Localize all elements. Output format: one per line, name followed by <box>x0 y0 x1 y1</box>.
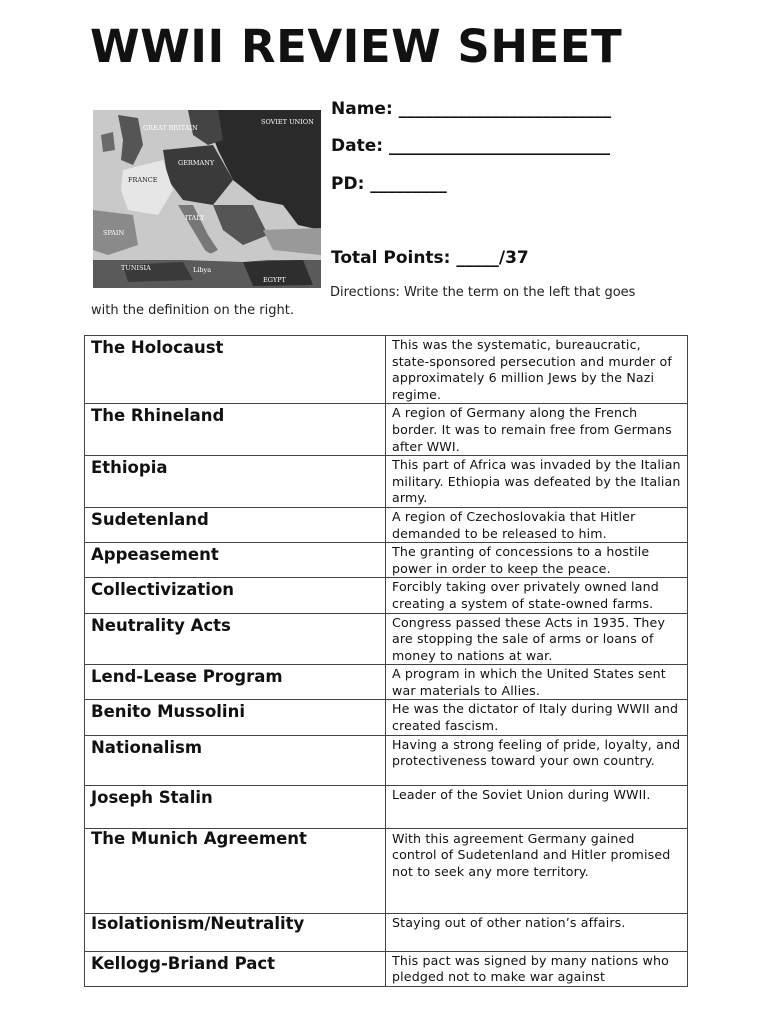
definition-cell: This pact was signed by many nations who pledged not to make war against <box>386 951 688 986</box>
table-row <box>85 913 688 951</box>
table-row <box>85 507 688 542</box>
map-label-france: FRANCE <box>128 176 158 184</box>
review-table <box>84 335 688 987</box>
term-cell: Joseph Stalin <box>85 785 386 828</box>
europe-map-image <box>93 110 321 288</box>
term-cell: Nationalism <box>85 735 386 785</box>
definition-cell: This was the systematic, bureaucratic, state-sponsored persecution and murder of approximately 6 million Jews by the Nazi regime. <box>386 336 688 404</box>
definition-cell: Forcibly taking over privately owned land creating a system of state-owned farms. <box>386 578 688 613</box>
table-row <box>85 543 688 578</box>
map-label-libya: Libya <box>193 266 212 274</box>
definition-cell: With this agreement Germany gained control of Sudetenland and Hitler promised not to seek any more territory. <box>386 828 688 913</box>
table-row <box>85 828 688 913</box>
directions-line-2: with the definition on the right. <box>91 303 294 318</box>
map-label-italy: ITALY <box>185 214 205 222</box>
date-field[interactable]: Date: __________________________ <box>331 136 610 156</box>
table-row <box>85 613 688 665</box>
term-cell: Ethiopia <box>85 456 386 508</box>
definition-cell: Leader of the Soviet Union during WWII. <box>386 785 688 828</box>
map-label-germany: GERMANY <box>178 159 215 167</box>
table-row <box>85 951 688 986</box>
term-cell: Sudetenland <box>85 507 386 542</box>
table-row <box>85 336 688 404</box>
term-cell: Isolationism/Neutrality <box>85 913 386 951</box>
total-points-field[interactable]: Total Points: _____/37 <box>331 248 529 268</box>
map-label-spain: SPAIN <box>103 229 125 237</box>
page-title: WWII REVIEW SHEET <box>90 20 623 73</box>
definition-cell: Staying out of other nation’s affairs. <box>386 913 688 951</box>
term-cell: Appeasement <box>85 543 386 578</box>
term-cell: Neutrality Acts <box>85 613 386 665</box>
table-row <box>85 456 688 508</box>
definition-cell: A program in which the United States sent war materials to Allies. <box>386 665 688 700</box>
table-row <box>85 665 688 700</box>
definition-cell: Congress passed these Acts in 1935. They are stopping the sale of arms or loans of money to nations at war. <box>386 613 688 665</box>
term-cell: The Holocaust <box>85 336 386 404</box>
map-label-soviet-union: SOVIET UNION <box>261 118 314 126</box>
map-label-egypt: EGYPT <box>263 276 286 284</box>
table-row <box>85 700 688 735</box>
definition-cell: He was the dictator of Italy during WWII and created fascism. <box>386 700 688 735</box>
term-cell: Collectivization <box>85 578 386 613</box>
table-row <box>85 785 688 828</box>
map-graphic <box>93 110 321 288</box>
map-label-great-britain: GREAT BRITAIN <box>143 124 198 132</box>
definition-cell: A region of Czechoslovakia that Hitler demanded to be released to him. <box>386 507 688 542</box>
definition-cell: Having a strong feeling of pride, loyalty, and protectiveness toward your own country. <box>386 735 688 785</box>
term-cell: Lend-Lease Program <box>85 665 386 700</box>
definition-cell: The granting of concessions to a hostile power in order to keep the peace. <box>386 543 688 578</box>
definition-cell: A region of Germany along the French border. It was to remain free from Germans after WWI. <box>386 404 688 456</box>
table-row <box>85 404 688 456</box>
map-label-tunisia: TUNISIA <box>121 264 151 272</box>
definition-cell: This part of Africa was invaded by the Italian military. Ethiopia was defeated by the Italian army. <box>386 456 688 508</box>
term-cell: Benito Mussolini <box>85 700 386 735</box>
table-row <box>85 735 688 785</box>
term-cell: Kellogg-Briand Pact <box>85 951 386 986</box>
term-cell: The Munich Agreement <box>85 828 386 913</box>
term-cell: The Rhineland <box>85 404 386 456</box>
period-field[interactable]: PD: _________ <box>331 174 447 194</box>
name-field[interactable]: Name: _________________________ <box>331 99 612 119</box>
directions-line-1: Directions: Write the term on the left that goes <box>330 285 636 300</box>
table-row <box>85 578 688 613</box>
